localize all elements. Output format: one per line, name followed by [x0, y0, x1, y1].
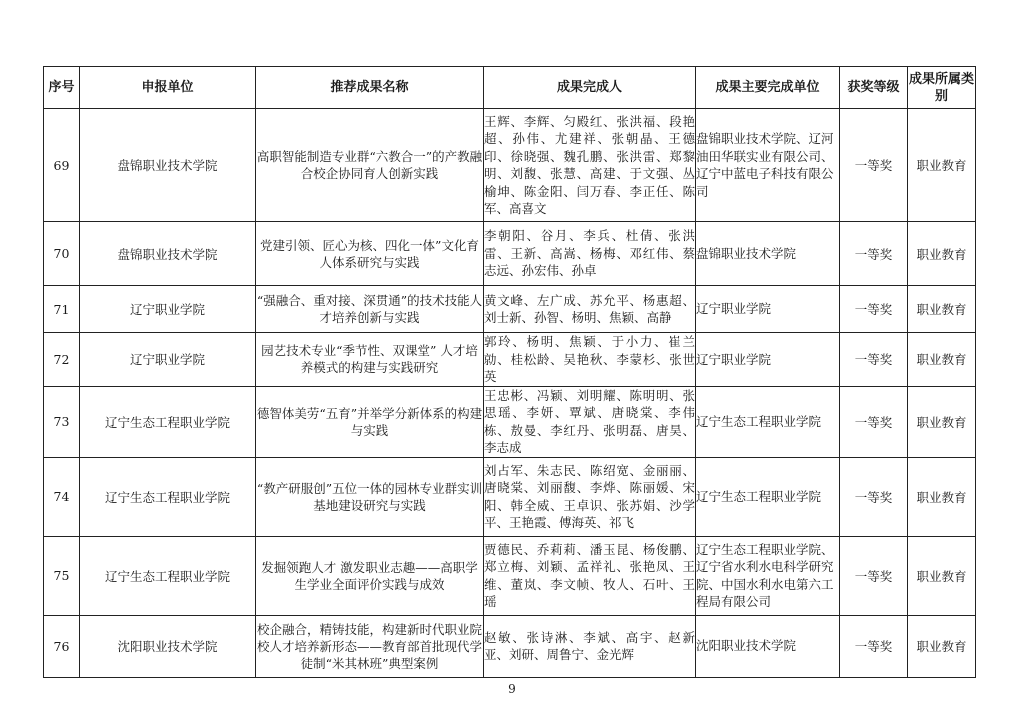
row-no: 73 — [44, 386, 80, 457]
row-org: 辽宁生态工程职业学院 — [696, 457, 840, 536]
row-no: 70 — [44, 222, 80, 286]
row-name: 高职智能制造专业群“六教合一”的产教融合校企协同育人创新实践 — [256, 109, 484, 222]
row-grade: 一等奖 — [840, 333, 908, 387]
row-unit: 辽宁生态工程职业学院 — [80, 536, 256, 615]
row-people: 王忠彬、冯颖、刘明耀、陈明明、张思瑶、李妍、覃斌、唐晓棠、李伟栋、敖曼、李红丹、张明磊、唐昊、李志成 — [484, 387, 695, 455]
header-name: 推荐成果名称 — [256, 67, 484, 109]
row-no: 71 — [44, 286, 80, 333]
row-unit: 盘锦职业技术学院 — [80, 109, 256, 222]
header-org: 成果主要完成单位 — [696, 67, 840, 109]
table-row — [44, 109, 976, 222]
row-org: 盘锦职业技术学院 — [696, 222, 840, 286]
row-category: 职业教育 — [908, 457, 976, 536]
row-unit: 辽宁生态工程职业学院 — [80, 457, 256, 536]
row-no: 69 — [44, 109, 80, 222]
row-people: 刘占军、朱志民、陈绍宽、金丽丽、唐晓棠、刘丽馥、李烨、陈丽媛、宋阳、韩全威、王卓识、张苏娟、沙学平、王艳霞、傅海英、祁飞 — [484, 457, 696, 536]
row-category: 职业教育 — [908, 286, 976, 333]
table-row — [44, 386, 976, 457]
row-org: 辽宁职业学院 — [696, 333, 840, 387]
row-org: 沈阳职业技术学院 — [696, 615, 840, 677]
header-no: 序号 — [44, 67, 80, 109]
table-row — [44, 333, 976, 387]
row-no: 76 — [44, 615, 80, 677]
row-people: 李朝阳、谷月、李兵、杜倩、张洪雷、王新、高嵩、杨梅、邓红伟、蔡志远、孙宏伟、孙卓 — [484, 222, 696, 286]
page-number: 9 — [508, 682, 516, 696]
header-row — [44, 67, 976, 109]
table-row — [44, 286, 976, 333]
row-name: 校企融合，精铸技能，构建新时代职业院校人才培养新形态——教育部首批现代学徒制“米其林班”典型案例 — [256, 615, 484, 677]
row-no: 75 — [44, 536, 80, 615]
row-name: 发掘领跑人才 激发职业志趣——高职学生学业全面评价实践与成效 — [256, 536, 484, 615]
row-category: 职业教育 — [908, 615, 976, 677]
awards-table — [43, 66, 976, 678]
row-unit: 辽宁生态工程职业学院 — [80, 386, 256, 457]
row-category: 职业教育 — [908, 536, 976, 615]
row-grade: 一等奖 — [840, 615, 908, 677]
row-org: 辽宁生态工程职业学院、辽宁省水利水电科学研究院、中国水利水电第六工程局有限公司 — [696, 536, 840, 615]
row-grade: 一等奖 — [840, 222, 908, 286]
table-row — [44, 222, 976, 286]
row-unit: 辽宁职业学院 — [80, 286, 256, 333]
row-org: 辽宁生态工程职业学院 — [696, 386, 840, 457]
row-category: 职业教育 — [908, 109, 976, 222]
row-name: 党建引领、匠心为核、四化一体”文化育人体系研究与实践 — [256, 222, 484, 286]
row-no: 72 — [44, 333, 80, 387]
row-category: 职业教育 — [908, 222, 976, 286]
row-org: 盘锦职业技术学院、辽河油田华联实业有限公司、辽宁中蓝电子科技有限公司 — [696, 109, 840, 222]
header-grade: 获奖等级 — [840, 67, 908, 109]
row-people: 赵敏、张诗淋、李斌、高宇、赵新亚、刘研、周鲁宁、金光辉 — [484, 615, 696, 677]
row-name: 园艺技术专业“季节性、双课堂” 人才培养模式的构建与实践研究 — [256, 333, 484, 387]
header-category: 成果所属类别 — [908, 67, 976, 109]
table-row — [44, 615, 976, 677]
row-category: 职业教育 — [908, 333, 976, 387]
row-people: 王辉、李辉、匀殿红、张洪福、段艳超、孙伟、尤建祥、张朝晶、王德印、徐晓强、魏孔鹏、张洪雷、郑黎明、刘馥、张慧、高建、于文强、丛榆坤、陈金阳、闫万春、李正任、陈军、高喜文 — [484, 109, 696, 222]
table-row — [44, 457, 976, 536]
row-unit: 辽宁职业学院 — [80, 333, 256, 387]
table-row — [44, 536, 976, 615]
header-unit: 申报单位 — [80, 67, 256, 109]
row-no: 74 — [44, 457, 80, 536]
row-grade: 一等奖 — [840, 386, 908, 457]
row-category: 职业教育 — [908, 386, 976, 457]
row-grade: 一等奖 — [840, 109, 908, 222]
row-people: 郭玲、杨明、焦颖、于小力、崔兰勍、桂松龄、吴艳秋、李蒙杉、张世英 — [484, 334, 695, 384]
row-unit: 沈阳职业技术学院 — [80, 615, 256, 677]
row-grade: 一等奖 — [840, 286, 908, 333]
row-unit: 盘锦职业技术学院 — [80, 222, 256, 286]
row-name: “教产研服创”五位一体的园林专业群实训基地建设研究与实践 — [256, 457, 484, 536]
row-grade: 一等奖 — [840, 536, 908, 615]
row-people: 黄文峰、左广成、苏允平、杨惠超、刘士新、孙智、杨明、焦颖、高静 — [484, 286, 696, 333]
row-name: “强融合、重对接、深贯通”的技术技能人才培养创新与实践 — [256, 286, 484, 333]
row-org: 辽宁职业学院 — [696, 286, 840, 333]
row-people: 贾德民、乔莉莉、潘玉昆、杨俊鹏、郑立梅、刘颖、孟祥礼、张艳凤、王维、董岚、李文帧、牧人、石叶、王瑶 — [484, 536, 696, 615]
row-name: 德智体美劳“五育”并举学分新体系的构建与实践 — [256, 386, 484, 457]
row-grade: 一等奖 — [840, 457, 908, 536]
header-people: 成果完成人 — [484, 67, 696, 109]
